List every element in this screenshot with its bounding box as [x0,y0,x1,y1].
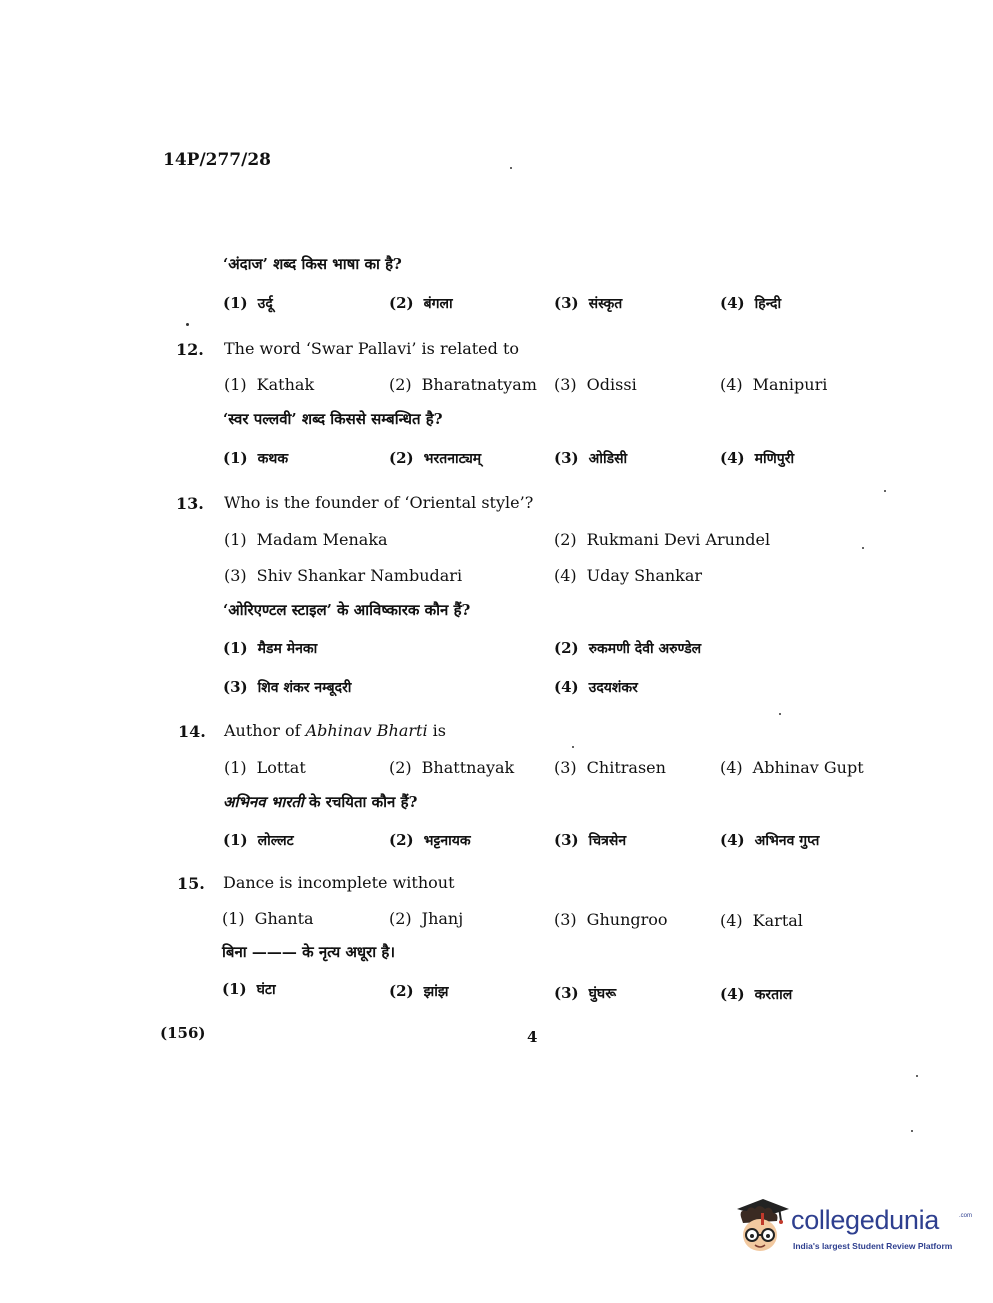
q12-hindi-option-3: (3) ओडिसी [554,449,628,467]
q15-option-1: (1) Ghanta [222,909,314,928]
q12-hindi-option-1: (1) कथक [223,449,289,467]
q13-hindi-option-3: (3) शिव शंकर नम्बूदरी [223,678,352,696]
q15-number: 15. [177,874,205,893]
q13-hindi-option-2: (2) रुकमणी देवी अरुण्डेल [554,639,702,657]
q12-option-3: (3) Odissi [554,375,637,394]
scan-speck [186,323,189,326]
q15-hindi-option-1: (1) घंटा [222,980,276,998]
q12-text: The word ‘Swar Pallavi’ is related to [224,339,520,358]
q15-hindi-option-4: (4) करताल [720,985,793,1003]
q14-hindi-option-3: (3) चित्रसेन [554,831,627,849]
q14-hindi-option-2: (2) भट्टनायक [389,831,471,849]
collegedunia-watermark [733,1195,973,1267]
q14-hindi-option-4: (4) अभिनव गुप्त [720,831,820,849]
q15-option-2: (2) Jhanj [389,909,464,928]
collegedunia-mascot-icon [733,1195,791,1261]
paper-code: 14P/277/28 [163,150,272,170]
q15-hindi-text: बिना ——— के नृत्य अधूरा है। [222,943,396,961]
scan-speck [911,1130,913,1132]
q14-option-1: (1) Lottat [224,758,306,777]
q11-hindi-option-2: (2) बंगला [389,294,453,312]
q13-option-1: (1) Madam Menaka [224,530,388,549]
q12-hindi-option-2: (2) भरतनाट्यम् [389,449,482,467]
q14-option-4: (4) Abhinav Gupt [720,758,864,777]
q14-option-2: (2) Bhattnayak [389,758,515,777]
q11-hindi-text: ‘अंदाज’ शब्द किस भाषा का है? [223,255,402,273]
page-number: 4 [527,1028,538,1046]
q13-option-3: (3) Shiv Shankar Nambudari [224,566,463,585]
scan-speck [779,713,781,715]
q12-number: 12. [176,340,204,359]
q12-hindi-option-4: (4) मणिपुरी [720,449,795,467]
q14-option-3: (3) Chitrasen [554,758,666,777]
q14-hindi-text: अभिनव भारती के रचयिता कौन हैं? [223,793,418,811]
footer-code: (156) [160,1024,206,1042]
q13-hindi-option-1: (1) मैडम मेनका [223,639,318,657]
q15-option-3: (3) Ghungroo [554,910,668,929]
q13-hindi-text: ‘ओरिएण्टल स्टाइल’ के आविष्कारक कौन हैं? [223,601,471,619]
watermark-brand: collegedunia [791,1205,940,1235]
q13-option-4: (4) Uday Shankar [554,566,703,585]
scan-speck [862,547,864,549]
scan-speck [884,490,886,492]
q13-hindi-option-4: (4) उदयशंकर [554,678,638,696]
q11-hindi-option-3: (3) संस्कृत [554,294,623,312]
q13-option-2: (2) Rukmani Devi Arundel [554,530,771,549]
q12-option-2: (2) Bharatnatyam [389,375,537,394]
q15-text: Dance is incomplete without [223,873,455,892]
q15-hindi-option-2: (2) झांझ [389,982,449,1000]
watermark-tagline: India's largest Student Review Platform [793,1241,953,1251]
q14-hindi-option-1: (1) लोल्लट [223,831,294,849]
q13-text: Who is the founder of ‘Oriental style’? [224,493,534,512]
q12-option-1: (1) Kathak [224,375,315,394]
q12-option-4: (4) Manipuri [720,375,828,394]
q12-hindi-text: ‘स्वर पल्लवी’ शब्द किससे सम्बन्धित है? [223,410,443,428]
watermark-com: .com [959,1213,973,1219]
q14-text: Author of Abhinav Bharti is [224,721,447,740]
q11-hindi-option-1: (1) उर्दू [223,294,273,312]
q13-number: 13. [176,494,204,513]
scan-speck [510,167,512,169]
q15-hindi-option-3: (3) घुंघरू [554,984,617,1002]
q14-number: 14. [178,722,206,741]
scan-speck [572,746,574,748]
scan-speck [916,1075,918,1077]
q15-option-4: (4) Kartal [720,911,803,930]
q11-hindi-option-4: (4) हिन्दी [720,294,782,312]
